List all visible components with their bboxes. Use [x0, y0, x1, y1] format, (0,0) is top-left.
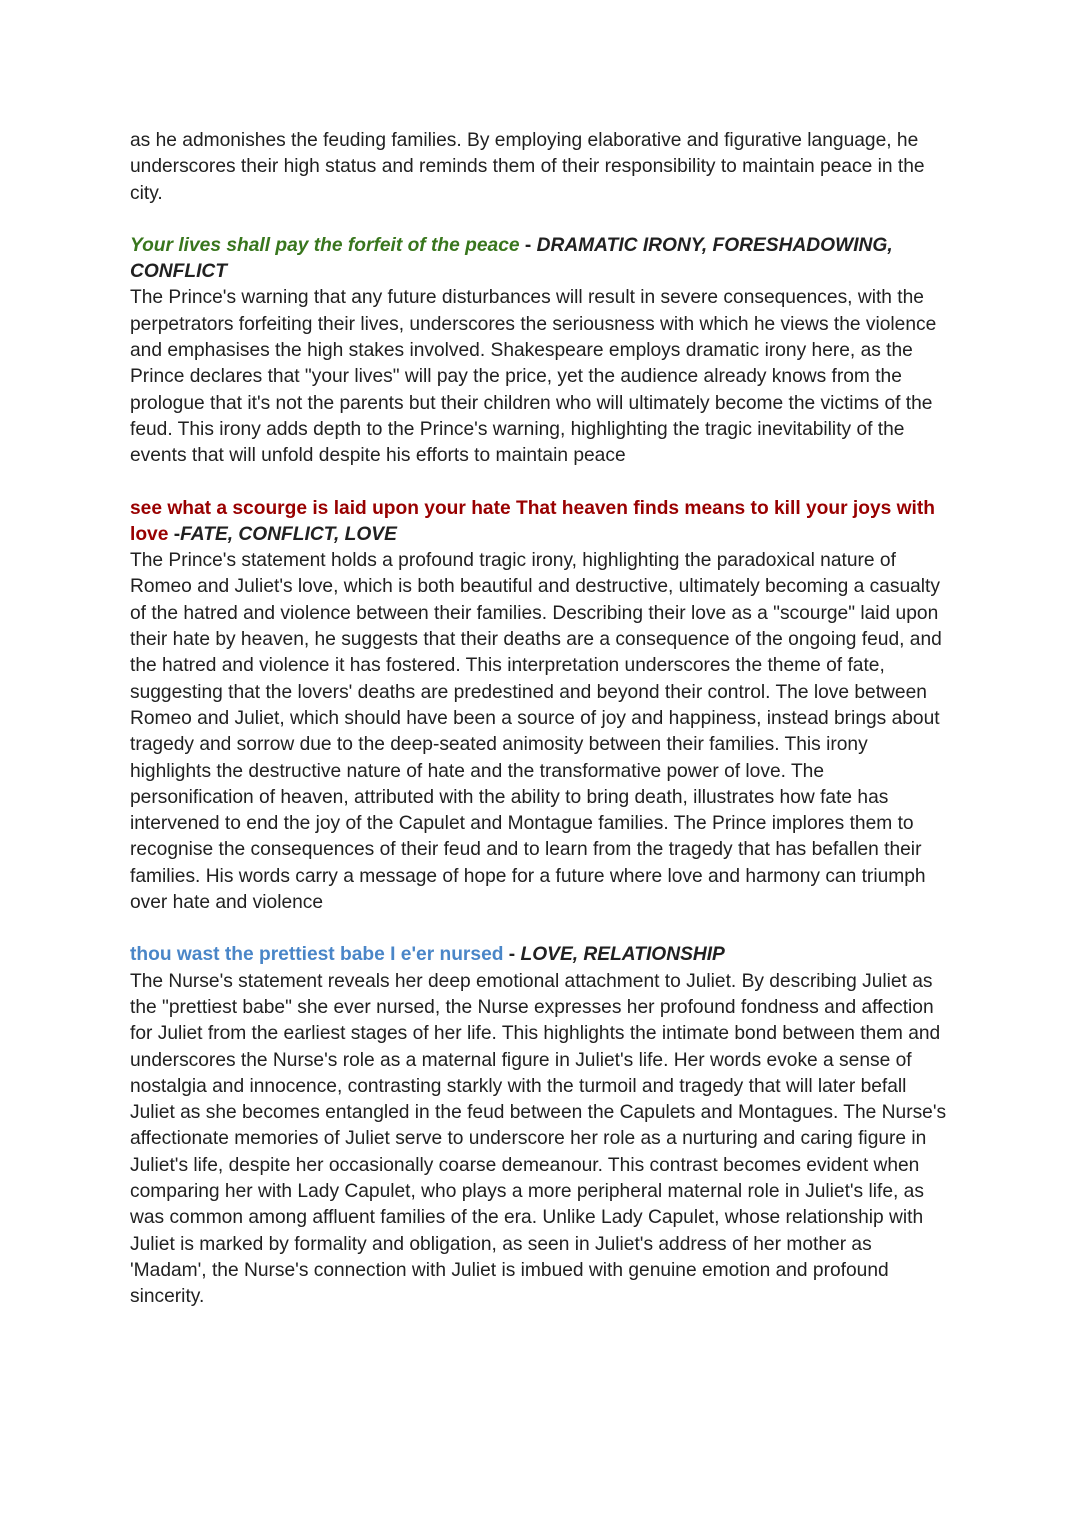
quote-separator: -: [519, 234, 537, 256]
quote-separator: -: [503, 944, 521, 966]
analysis-paragraph: The Prince's statement holds a profound tragic irony, highlighting the paradoxical nature of Romeo and Juliet's love, which is both beautiful and destructive, ultimately becoming a casualty of the hatred and violence between their families. Describing their love as a "scourge" laid upon their hate by heaven, he suggests that their deaths are a consequence of the ongoing feud, and the hatred and violence it has fostered. This interpretation underscores the theme of fate, suggesting that the lovers' deaths are predestined and beyond their control. The love between Romeo and Juliet, which should have been a source of joy and happiness, instead brings about tragedy and sorrow due to the deep-seated animosity between their families. This irony highlights the destructive nature of hate and the transformative power of love. The personification of heaven, attributed with the ability to bring death, illustrates how fate has intervened to end the joy of the Capulet and Montague families. The Prince implores them to recognise the consequences of their feud and to learn from the tragedy that has befallen their families. His words carry a message of hope for a future where love and harmony can triumph over hate and violence: [130, 550, 942, 914]
quote-text: thou wast the prettiest babe I e'er nursed: [130, 944, 504, 966]
quote-themes: FATE, CONFLICT, LOVE: [180, 523, 397, 545]
quote-themes: LOVE, RELATIONSHIP: [520, 944, 725, 966]
quote-section-scourge: [130, 496, 950, 917]
quote-heading: [130, 942, 950, 968]
quote-heading: [130, 233, 950, 286]
analysis-paragraph: The Nurse's statement reveals her deep emotional attachment to Juliet. By describing Juliet as the "prettiest babe" she ever nursed, the Nurse expresses her profound fondness and affection for Juliet from the earliest stages of her life. This highlights the intimate bond between them and underscores the Nurse's role as a maternal figure in Juliet's life. Her words evoke a sense of nostalgia and innocence, contrasting starkly with the turmoil and tragedy that will later befall Juliet as she becomes entangled in the feud between the Capulets and Montagues. The Nurse's affectionate memories of Juliet serve to underscore her role as a nurturing and caring figure in Juliet's life, despite her occasionally coarse demeanour. This contrast becomes evident when comparing her with Lady Capulet, who plays a more peripheral maternal role in Juliet's life, as was common among affluent families of the era. Unlike Lady Capulet, whose relationship with Juliet is marked by formality and obligation, as seen in Juliet's address of her mother as 'Madam', the Nurse's connection with Juliet is imbued with genuine emotion and profound sincerity.: [130, 970, 947, 1308]
quote-section-lives-forfeit: [130, 233, 950, 470]
quote-text: Your lives shall pay the forfeit of the peace: [130, 234, 520, 256]
intro-paragraph: as he admonishes the feuding families. By employing elaborative and figurative language, he underscores their high status and reminds them of their responsibility to maintain peace in the city.: [130, 130, 925, 204]
quote-separator: -: [168, 523, 181, 545]
quote-section-prettiest-babe: [130, 942, 950, 1310]
quote-heading: [130, 496, 950, 549]
quote-text: see what a scourge is laid upon your hate That heaven finds means to kill your joys with love: [130, 497, 935, 545]
document-page: [130, 128, 950, 1310]
quote-themes: DRAMATIC IRONY, FORESHADOWING, CONFLICT: [130, 234, 893, 283]
analysis-paragraph: The Prince's warning that any future disturbances will result in severe consequences, with the perpetrators forfeiting their lives, underscores the seriousness with which he views the violence and emphasises the high stakes involved. Shakespeare employs dramatic irony here, as the Prince declares that "your lives" will pay the price, yet the audience already knows from the prologue that it's not the parents but their children who will ultimately become the victims of the feud. This irony adds depth to the Prince's warning, highlighting the tragic inevitability of the events that will unfold despite his efforts to maintain peace: [130, 287, 937, 467]
